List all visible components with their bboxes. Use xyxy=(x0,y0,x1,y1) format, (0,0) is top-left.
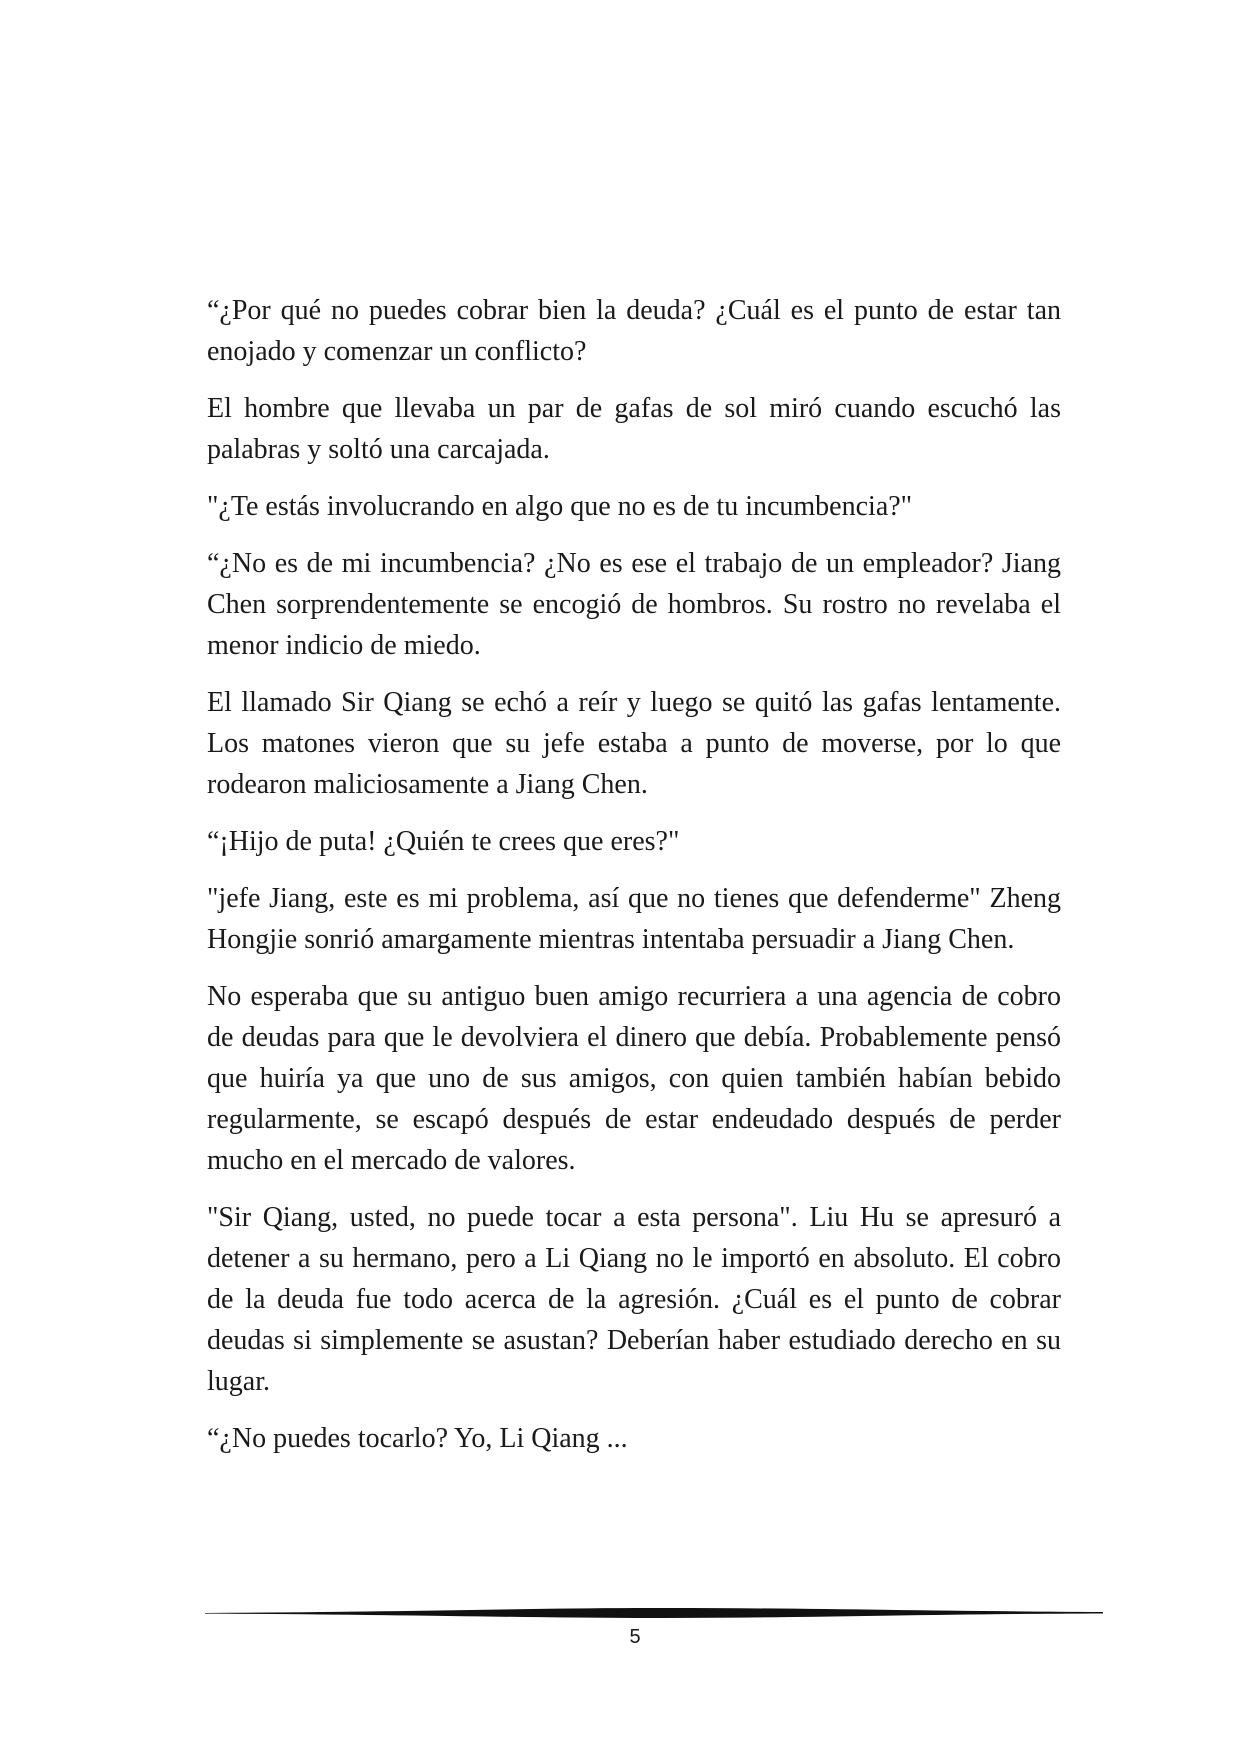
footer-divider-swash xyxy=(205,1608,1103,1618)
paragraph-4: “¿No es de mi incumbencia? ¿No es ese el trabajo de un empleador? Jiang Chen sorprendentemente se encogió de hombros. Su rostro no revelaba el menor indicio de miedo. xyxy=(207,548,1061,661)
paragraph-8: No esperaba que su antiguo buen amigo recurriera a una agencia de cobro de deudas para que le devolviera el dinero que debía. Probablemente pensó que huiría ya que uno de sus amigos, con quien también habían bebido regularmente, se escapó después de estar endeudado después de perder mucho en el mercado de valores. xyxy=(207,981,1061,1176)
paragraph-1: “¿Por qué no puedes cobrar bien la deuda? ¿Cuál es el punto de estar tan enojado y comenzar un conflicto? xyxy=(207,295,1061,367)
page-number: 5 xyxy=(629,1626,641,1648)
paragraph-9: "Sir Qiang, usted, no puede tocar a esta persona". Liu Hu se apresuró a detener a su hermano, pero a Li Qiang no le importó en absoluto. El cobro de la deuda fue todo acerca de la agresión. ¿Cuál es el punto de cobrar deudas si simplemente se asustan? Deberían haber estudiado derecho en su lugar. xyxy=(207,1202,1061,1397)
footer-divider xyxy=(205,1606,1103,1620)
paragraph-2: El hombre que llevaba un par de gafas de sol miró cuando escuchó las palabras y soltó una carcajada. xyxy=(207,393,1061,465)
paragraph-6: “¡Hijo de puta! ¿Quién te crees que eres?" xyxy=(207,826,680,857)
paragraph-5: El llamado Sir Qiang se echó a reír y luego se quitó las gafas lentamente. Los matones vieron que su jefe estaba a punto de moverse, por lo que rodearon maliciosamente a Jiang Chen. xyxy=(207,687,1061,800)
paragraph-10: “¿No puedes tocarlo? Yo, Li Qiang ... xyxy=(207,1423,628,1454)
paragraph-3: "¿Te estás involucrando en algo que no es de tu incumbencia?" xyxy=(207,491,913,522)
body-text xyxy=(207,290,1061,1475)
paragraph-7: "jefe Jiang, este es mi problema, así que no tienes que defenderme" Zheng Hongjie sonrió amargamente mientras intentaba persuadir a Jiang Chen. xyxy=(207,883,1061,955)
